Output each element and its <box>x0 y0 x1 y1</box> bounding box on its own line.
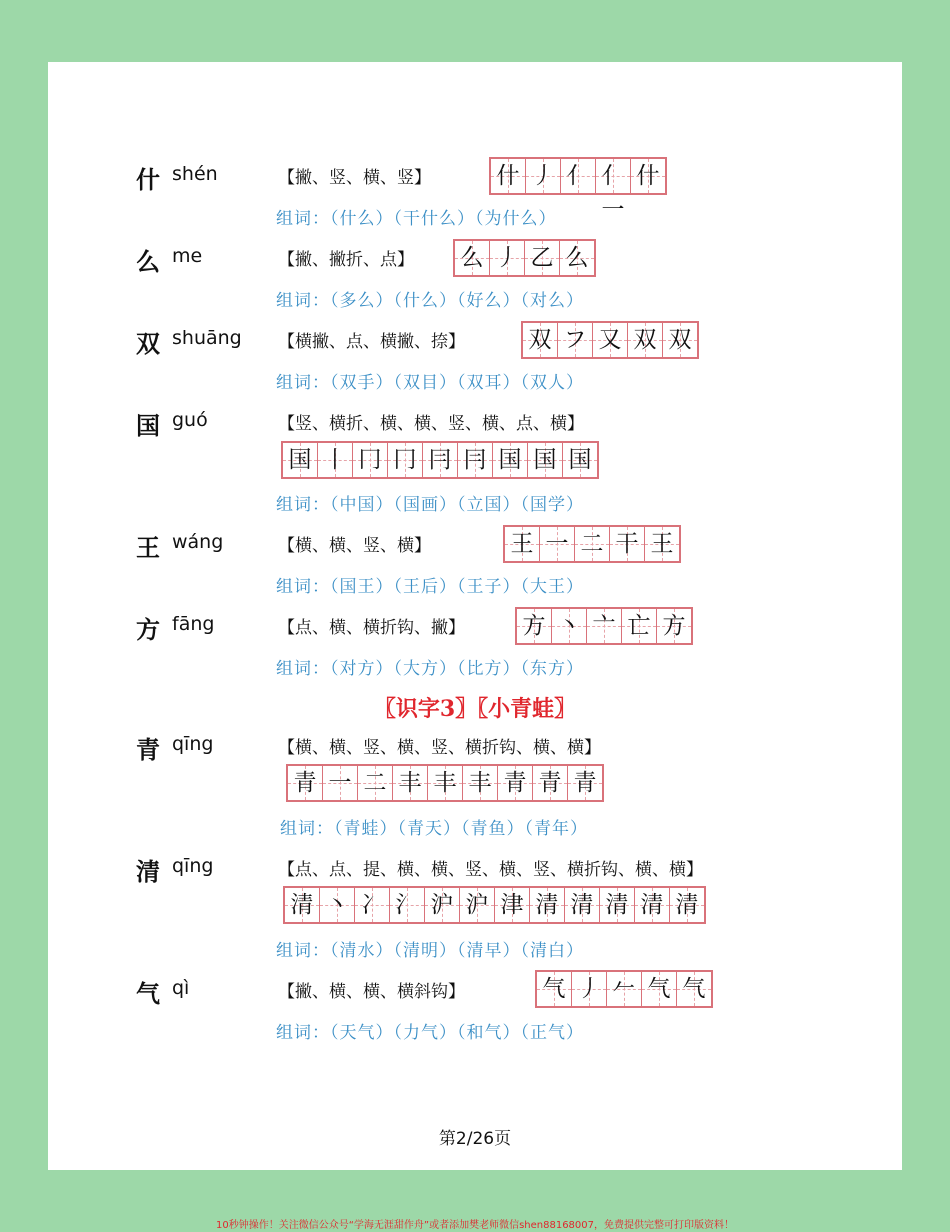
entry-character: 双 <box>136 329 160 358</box>
grid-cell: 亠 <box>587 609 622 643</box>
entry-pinyin: guó <box>172 409 208 431</box>
grid-cell: 方 <box>517 609 552 643</box>
grid-cell: 氵 <box>390 888 425 922</box>
grid-cell: 清 <box>565 888 600 922</box>
writing-grid <box>515 607 693 645</box>
entry-character: 么 <box>136 247 160 276</box>
grid-cell: 冂 <box>353 443 388 477</box>
grid-cell: 一 <box>323 766 358 800</box>
grid-cell: 沪 <box>460 888 495 922</box>
grid-cell: 丰 <box>463 766 498 800</box>
writing-grid <box>521 321 699 359</box>
grid-cell: 丶 <box>320 888 355 922</box>
grid-cell: 沪 <box>425 888 460 922</box>
word-list: 组词：（双手）（双目）（双耳）（双人） <box>276 373 584 393</box>
entry-character: 国 <box>136 411 160 440</box>
stroke-order: 【横、横、竖、横、竖、横折钩、横、横】 <box>278 738 601 758</box>
writing-grid <box>281 441 599 479</box>
entry-pinyin: fāng <box>172 613 215 635</box>
writing-grid <box>489 157 667 223</box>
grid-cell: 冫 <box>355 888 390 922</box>
grid-cell: 清 <box>530 888 565 922</box>
grid-cell: 清 <box>635 888 670 922</box>
grid-cell: 丰 <box>393 766 428 800</box>
grid-cell: 青 <box>568 766 602 800</box>
entry-character: 方 <box>136 615 160 644</box>
writing-grid <box>535 970 713 1008</box>
grid-cell: 又 <box>593 323 628 357</box>
entry-pinyin: qīng <box>172 733 214 755</box>
grid-cell: 气 <box>642 972 677 1006</box>
grid-cell: 丨 <box>318 443 353 477</box>
grid-cell: 么 <box>560 241 594 275</box>
page-number: 第2/26页 <box>438 1129 512 1149</box>
stroke-order: 【点、点、提、横、横、竖、横、竖、横折钩、横、横】 <box>278 860 703 880</box>
grid-cell: 丰 <box>428 766 463 800</box>
grid-cell: 双 <box>628 323 663 357</box>
writing-grid <box>283 886 706 924</box>
grid-cell: 气 <box>677 972 711 1006</box>
grid-cell: 王 <box>505 527 540 561</box>
stroke-order: 【竖、横折、横、横、竖、横、点、横】 <box>278 414 584 434</box>
grid-cell: 什 <box>631 159 665 193</box>
grid-cell: 冃 <box>423 443 458 477</box>
grid-cell: 国 <box>563 443 597 477</box>
entry-pinyin: qīng <box>172 855 214 877</box>
grid-cell: 方 <box>657 609 691 643</box>
grid-cell: 国 <box>528 443 563 477</box>
grid-cell: 津 <box>495 888 530 922</box>
entry-pinyin: qì <box>172 977 190 999</box>
stroke-order: 【点、横、横折钩、撇】 <box>278 618 465 638</box>
grid-cell: 丿 <box>526 159 561 193</box>
entry-character: 什 <box>136 165 160 194</box>
grid-cell: 一 <box>540 527 575 561</box>
grid-cell: 双 <box>523 323 558 357</box>
writing-grid <box>453 239 596 277</box>
grid-cell: 丿 <box>572 972 607 1006</box>
word-list: 组词：（中国）（国画）（立国）（国学） <box>276 495 584 515</box>
word-list: 组词：（青蛙）（青天）（青鱼）（青年） <box>280 819 588 839</box>
grid-cell: 冃 <box>458 443 493 477</box>
entry-pinyin: me <box>172 245 203 267</box>
section-title: 〖识字3〗〖小青蛙〗 <box>373 696 577 722</box>
word-list: 组词：（国王）（王后）（王子）（大王） <box>276 577 584 597</box>
grid-cell: 国 <box>493 443 528 477</box>
grid-cell: 二 <box>358 766 393 800</box>
grid-cell: 丶 <box>552 609 587 643</box>
grid-cell: 青 <box>288 766 323 800</box>
grid-cell: 青 <box>498 766 533 800</box>
word-list: 组词：（对方）（大方）（比方）（东方） <box>276 659 584 679</box>
word-list: 组词：（天气）（力气）（和气）（正气） <box>276 1023 584 1043</box>
entry-character: 清 <box>136 857 160 886</box>
stroke-order: 【撇、横、横、横斜钩】 <box>278 982 465 1002</box>
entry-character: 气 <box>136 979 160 1008</box>
grid-cell: 气 <box>537 972 572 1006</box>
grid-cell: 亡 <box>622 609 657 643</box>
stroke-order: 【撇、撇折、点】 <box>278 250 414 270</box>
footer-note: 10秒钟操作！关注微信公众号“学海无涯甜作舟”或者添加樊老师微信shen88168007，免费提供完整可打印版资料！ <box>215 1220 735 1231</box>
entry-character: 王 <box>136 533 160 562</box>
grid-cell: 亻 <box>561 159 596 193</box>
word-list: 组词：（什么）（干什么）（为什么） <box>276 209 557 229</box>
worksheet-page <box>48 62 902 1170</box>
grid-cell: 𠂉 <box>607 972 642 1006</box>
grid-cell: 清 <box>600 888 635 922</box>
stroke-order: 【横撇、点、横撇、捺】 <box>278 332 465 352</box>
stroke-order: 【横、横、竖、横】 <box>278 536 431 556</box>
word-list: 组词：（多么）（什么）（好么）（对么） <box>276 291 584 311</box>
grid-cell: フ <box>558 323 593 357</box>
writing-grid <box>286 764 604 802</box>
stroke-order: 【撇、竖、横、竖】 <box>278 168 431 188</box>
grid-cell: 王 <box>645 527 679 561</box>
entry-pinyin: shuāng <box>172 327 242 349</box>
grid-cell: 清 <box>670 888 704 922</box>
grid-cell: 么 <box>455 241 490 275</box>
entry-pinyin: wáng <box>172 531 224 553</box>
grid-cell: 国 <box>283 443 318 477</box>
grid-cell: 丿 <box>490 241 525 275</box>
grid-cell: 干 <box>610 527 645 561</box>
grid-cell: 什 <box>491 159 526 193</box>
writing-grid <box>503 525 681 563</box>
word-list: 组词：（清水）（清明）（清早）（清白） <box>276 941 584 961</box>
grid-cell: 冂 <box>388 443 423 477</box>
grid-cell: 清 <box>285 888 320 922</box>
grid-cell: 二 <box>575 527 610 561</box>
grid-cell: 青 <box>533 766 568 800</box>
grid-cell: 乙 <box>525 241 560 275</box>
grid-cell: 亻一 <box>596 159 631 193</box>
entry-pinyin: shén <box>172 163 218 185</box>
grid-cell: 双 <box>663 323 697 357</box>
entry-character: 青 <box>136 735 160 764</box>
